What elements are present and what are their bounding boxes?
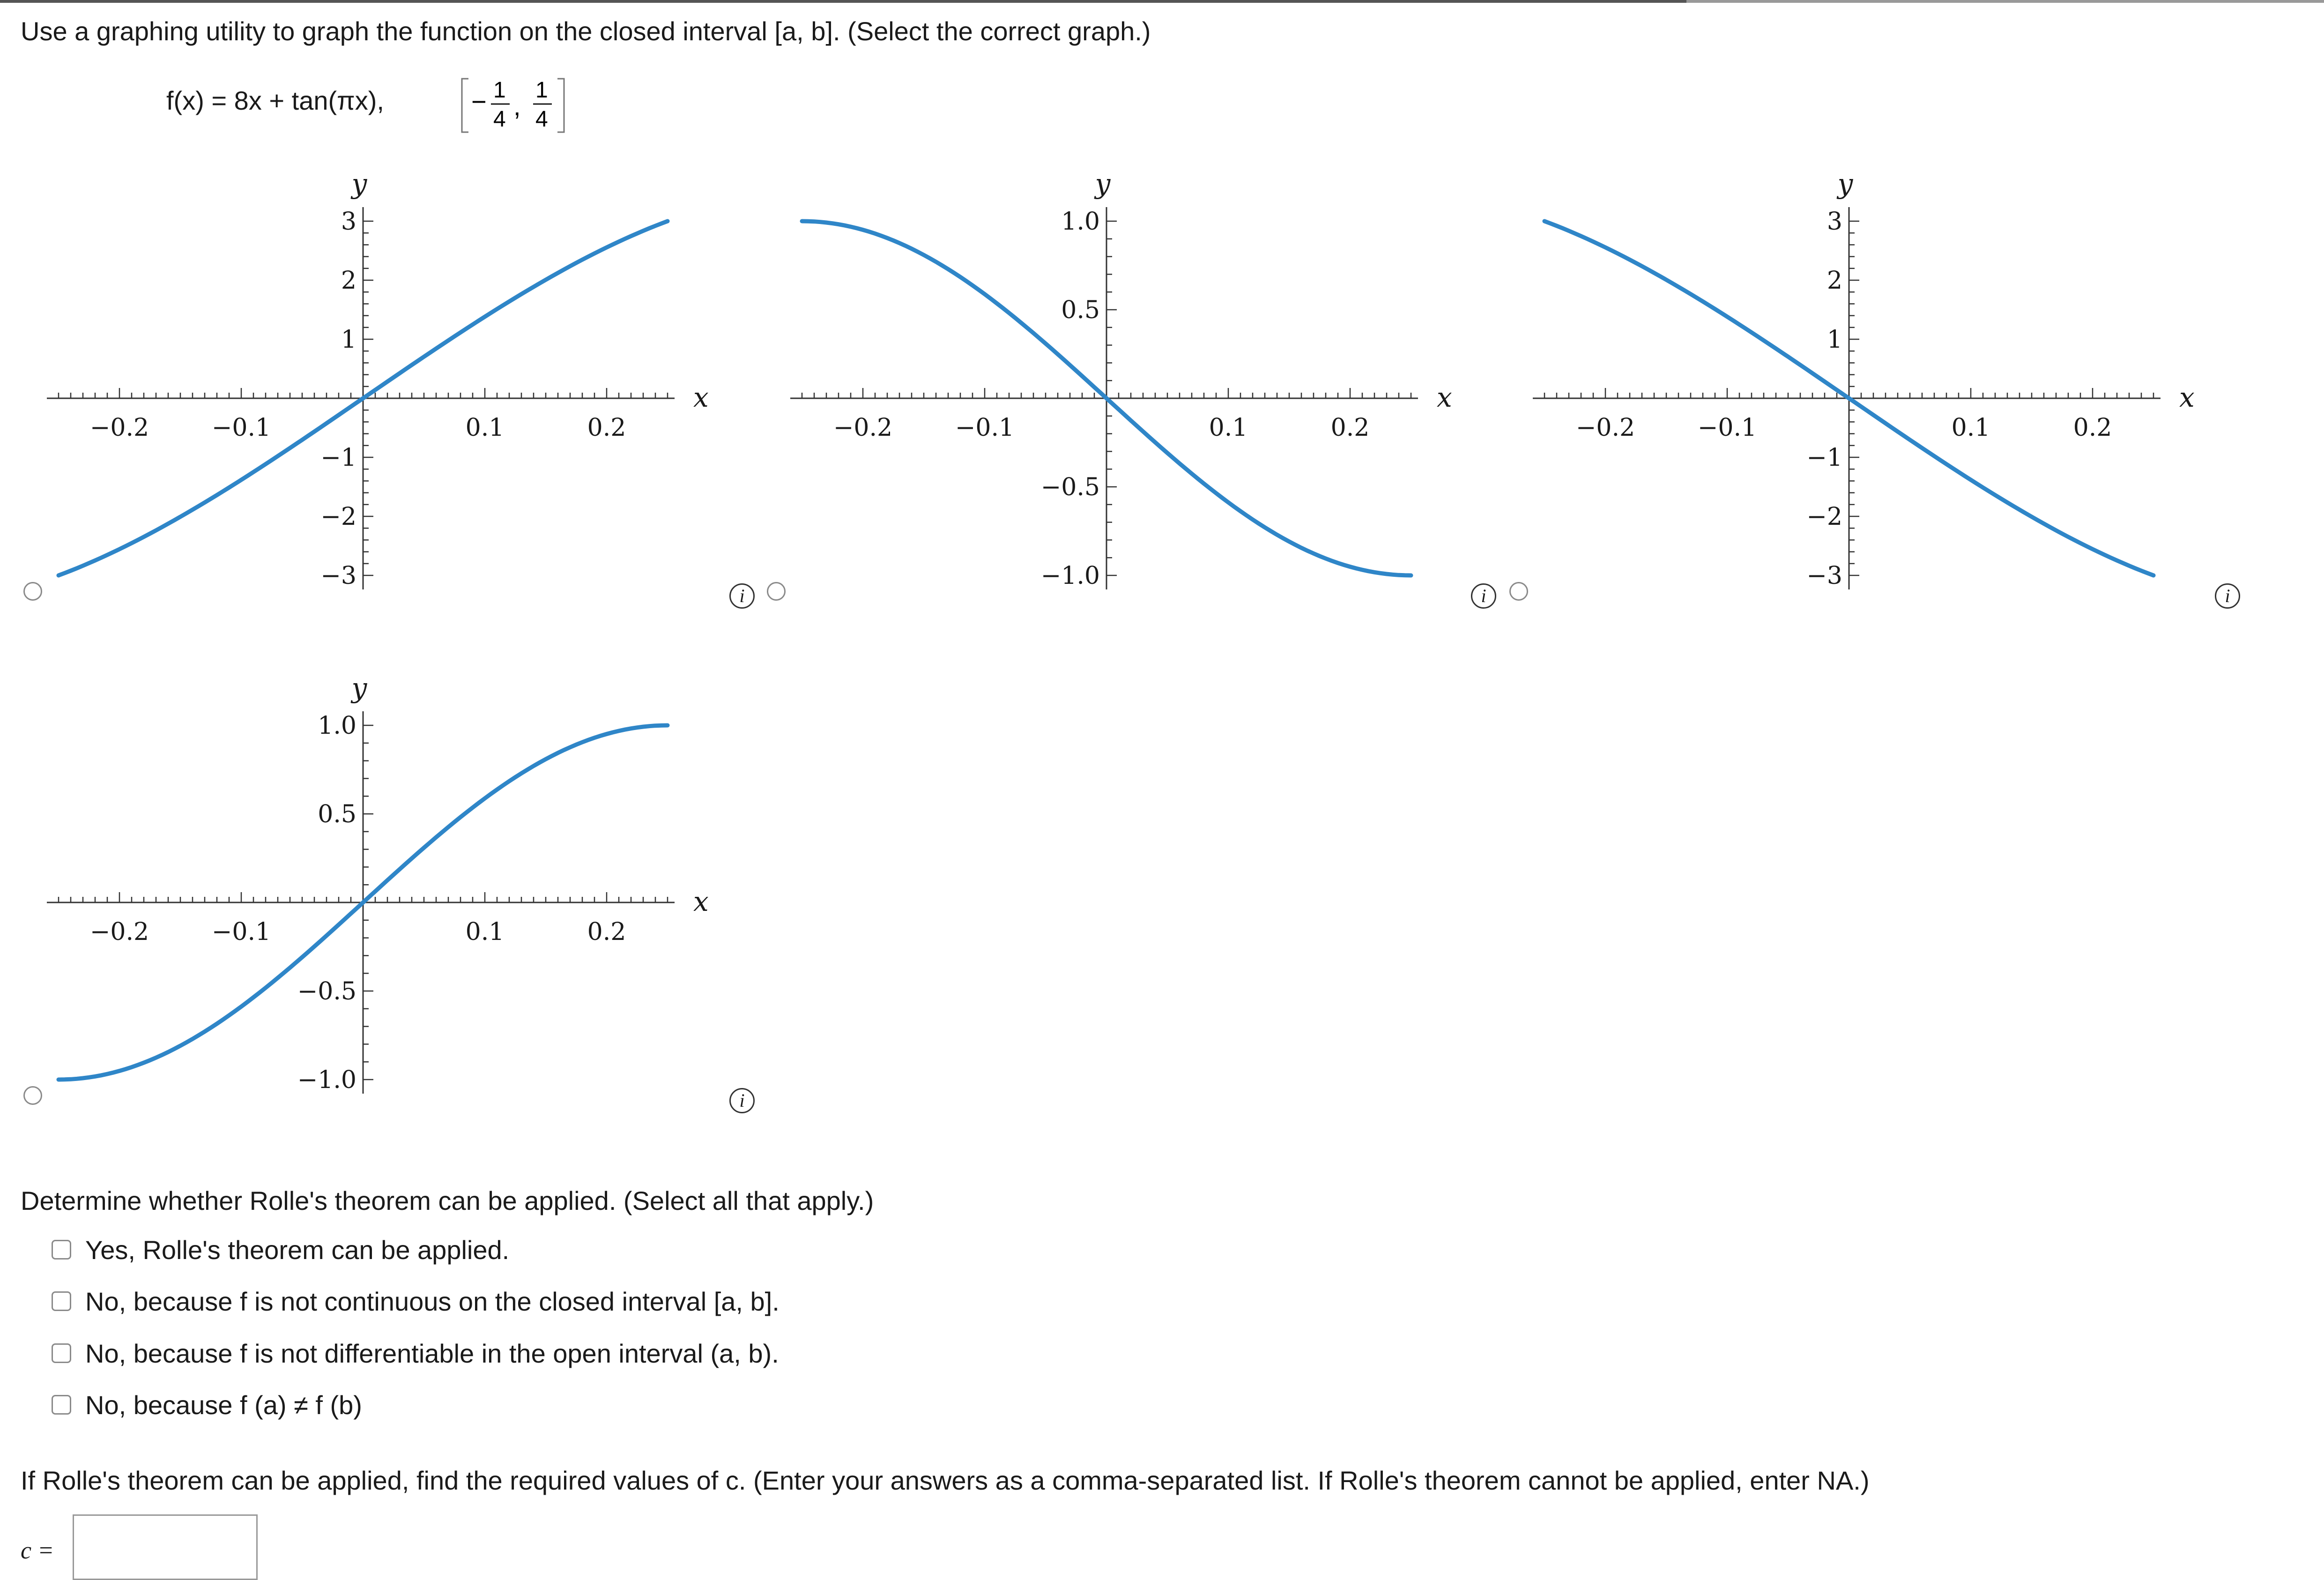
y-tick-label: 1 <box>341 326 356 354</box>
rolle-option-3-label: No, because f is not differentiable in the open interval (a, b). <box>85 1338 779 1368</box>
y-axis-name: y <box>351 168 367 200</box>
function-rhs: = 8x + tan(πx), <box>211 86 384 115</box>
graph-option-2-radio[interactable] <box>767 582 786 601</box>
x-tick-label: 0.2 <box>587 414 626 442</box>
x-tick-label: −0.1 <box>1697 414 1757 442</box>
x-axis-name: x <box>693 381 709 413</box>
y-axis-name: y <box>351 672 367 704</box>
x-tick-label: 0.1 <box>1951 414 1990 442</box>
rolle-option-4[interactable] <box>52 1388 362 1421</box>
y-tick-label: −2 <box>320 503 356 531</box>
x-tick-label: 0.2 <box>587 918 626 946</box>
function-definition <box>166 85 384 116</box>
x-tick-label: −0.1 <box>955 414 1015 442</box>
y-tick-label: −1 <box>320 444 356 472</box>
x-tick-label: −0.2 <box>833 414 893 442</box>
y-tick-label: −1 <box>1806 444 1842 472</box>
rolle-option-2-label: No, because f is not continuous on the closed interval [a, b]. <box>85 1286 780 1316</box>
x-tick-label: 0.1 <box>465 414 505 442</box>
x-axis-name: x <box>1437 381 1452 413</box>
graph-option-1 <box>47 159 726 607</box>
graph-svg <box>47 663 726 1109</box>
graph-option-3-radio[interactable] <box>1509 582 1528 601</box>
x-tick-label: 0.2 <box>2073 414 2112 442</box>
interval-denominator-b: 4 <box>535 107 548 132</box>
x-tick-label: −0.2 <box>89 918 149 946</box>
c-label: c = <box>21 1537 54 1564</box>
rolle-option-4-checkbox[interactable] <box>52 1395 71 1415</box>
graph-svg <box>47 159 726 604</box>
y-tick-label: −0.5 <box>1040 473 1100 501</box>
x-tick-label: 0.2 <box>1330 414 1370 442</box>
y-axis-name: y <box>1837 168 1853 200</box>
rolle-option-3-checkbox[interactable] <box>52 1343 71 1363</box>
y-tick-label: 3 <box>1827 208 1842 236</box>
interval-bracket <box>458 75 575 136</box>
interval-comma: , <box>513 91 521 121</box>
x-axis-name: x <box>2179 381 2195 413</box>
y-tick-label: −0.5 <box>297 977 356 1006</box>
x-axis-name: x <box>693 886 709 917</box>
y-tick-label: −3 <box>1806 562 1842 590</box>
c-answer-input[interactable] <box>73 1514 258 1580</box>
interval-minus: − <box>471 87 487 116</box>
rolle-option-2[interactable] <box>52 1285 780 1318</box>
y-tick-label: −2 <box>1806 503 1842 531</box>
graph-svg <box>1533 159 2212 604</box>
x-tick-label: −0.1 <box>211 918 271 946</box>
rolle-option-4-label: No, because f (a) ≠ f (b) <box>85 1390 362 1420</box>
y-tick-label: 0.5 <box>1061 296 1100 324</box>
graph-svg <box>790 159 1470 604</box>
interval-numerator-b: 1 <box>535 78 548 103</box>
interval-numerator-a: 1 <box>493 78 506 103</box>
y-tick-label: 3 <box>341 208 356 236</box>
y-tick-label: 1.0 <box>318 712 356 740</box>
function-lhs: f(x) <box>166 86 204 115</box>
rolle-question: Determine whether Rolle's theorem can be applied. (Select all that apply.) <box>21 1186 874 1215</box>
top-border-light <box>1686 0 2324 3</box>
rolle-option-1[interactable] <box>52 1233 509 1266</box>
y-tick-label: −3 <box>320 562 356 590</box>
interval-denominator-a: 4 <box>493 107 506 132</box>
rolle-option-3[interactable] <box>52 1337 779 1370</box>
y-tick-label: −1.0 <box>297 1066 356 1094</box>
y-tick-label: −1.0 <box>1040 562 1100 590</box>
top-border <box>0 0 2324 3</box>
graph-option-4-radio[interactable] <box>23 1086 42 1105</box>
graph-option-2 <box>790 159 1470 607</box>
rolle-option-1-label: Yes, Rolle's theorem can be applied. <box>85 1235 510 1265</box>
rolle-option-1-checkbox[interactable] <box>52 1240 71 1260</box>
x-tick-label: −0.1 <box>211 414 271 442</box>
x-tick-label: 0.1 <box>465 918 505 946</box>
y-axis-name: y <box>1095 168 1111 200</box>
graph-option-1-info-icon[interactable]: i <box>729 583 755 609</box>
graph-option-4-info-icon[interactable]: i <box>729 1088 755 1113</box>
y-tick-label: 2 <box>1827 267 1842 295</box>
y-tick-label: 1 <box>1827 326 1842 354</box>
graph-option-3-info-icon[interactable]: i <box>2215 583 2240 609</box>
y-tick-label: 2 <box>341 267 356 295</box>
x-tick-label: −0.2 <box>1575 414 1635 442</box>
graph-option-1-radio[interactable] <box>23 582 42 601</box>
y-tick-label: 1.0 <box>1061 208 1100 236</box>
rolle-option-2-checkbox[interactable] <box>52 1291 71 1311</box>
c-question: If Rolle's theorem can be applied, find the required values of c. (Enter your answers as a comma-separated list. If Rolle's theorem cannot be applied, enter NA.) <box>21 1466 1870 1495</box>
graph-option-2-info-icon[interactable]: i <box>1471 583 1496 609</box>
x-tick-label: −0.2 <box>89 414 149 442</box>
question-prompt: Use a graphing utility to graph the function on the closed interval [a, b]. (Select the correct graph.) <box>21 16 1151 46</box>
graph-option-3 <box>1533 159 2212 607</box>
y-tick-label: 0.5 <box>318 800 356 828</box>
x-tick-label: 0.1 <box>1209 414 1248 442</box>
graph-option-4 <box>47 663 726 1111</box>
